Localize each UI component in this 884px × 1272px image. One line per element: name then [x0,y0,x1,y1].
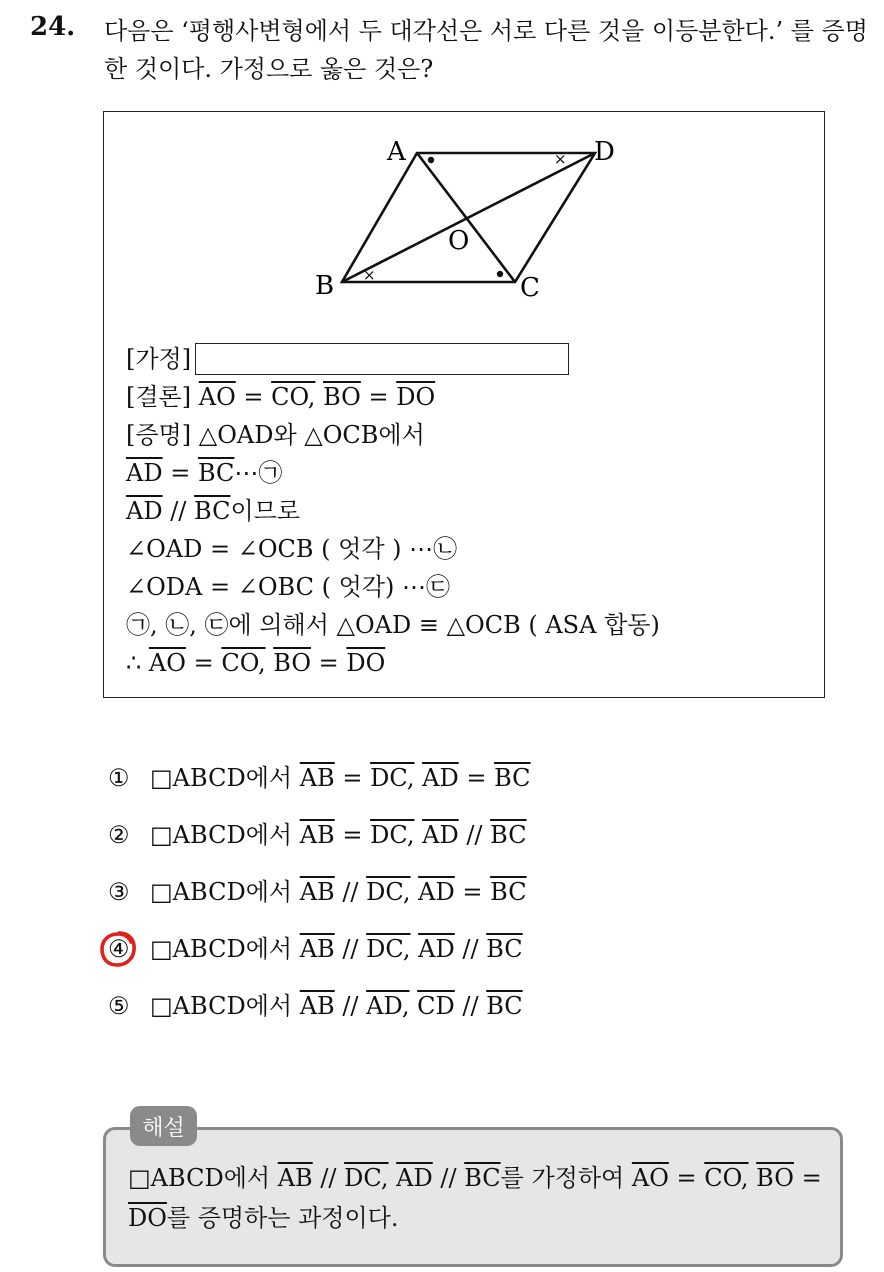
proof-label: [증명] [126,421,192,449]
operator: = [342,821,363,849]
vertex-label-d: D [594,137,615,167]
segment: DC, [370,764,415,792]
segment: $\overline{AO}$ [198,383,236,411]
segment: AD, [366,992,410,1020]
segment: $\overline{BC}$ [490,821,527,849]
segment: $\overline{BC}$ [494,764,531,792]
proof-therefore [126,644,660,682]
segment: $\overline{DO}$ [396,383,436,411]
choice-number: ③ [108,878,130,906]
segment: $\overline{AD}$ [418,878,455,906]
proof-step-3: ∠OAD = ∠OCB ( 엇각 ) ⋯㉡ [126,535,458,563]
conclusion-line [126,378,660,416]
segment: DC, [370,821,415,849]
angle-dot-c [497,271,503,277]
expl-suffix: 를 증명하는 과정이다. [166,1204,399,1232]
segment: $\overline{AO}$ [148,649,186,677]
segment: DC, [366,878,411,906]
operator: // [440,1164,457,1192]
segment: $\overline{AD}$ [126,459,163,487]
proof-intro-line [126,416,660,454]
segment: $\overline{AD}$ [418,935,455,963]
hypothesis-blank [195,343,569,375]
segment: $\overline{BO}$ [756,1164,794,1192]
choice-prefix: □ABCD에서 [150,878,293,906]
center-label-o: O [448,226,470,256]
angle-cross-b: × [363,266,376,284]
vertex-label-c: C [520,273,540,303]
choice-prefix: □ABCD에서 [150,821,293,849]
step-text: 이므로 [230,497,301,525]
segment: $\overline{AD}$ [422,821,459,849]
proof-step-2 [126,492,660,530]
vertex-label-a: A [387,137,406,167]
segment: $\overline{AD}$ [126,497,163,525]
answer-choices [108,750,531,1035]
hypothesis-line [126,340,660,378]
proof-step-1 [126,454,660,492]
choice-prefix: □ABCD에서 [150,935,293,963]
operator: // [342,935,359,963]
operator: = [676,1164,697,1192]
segment: $\overline{BC}$ [490,878,527,906]
segment: $\overline{AB}$ [277,1164,313,1192]
explanation-tag: 해설 [130,1106,197,1146]
therefore-symbol: ∴ [126,649,142,677]
choice-prefix: □ABCD에서 [150,992,293,1020]
choice-number: ④ [108,935,130,963]
segment: $\overline{AB}$ [299,821,335,849]
operator: = [368,383,389,411]
choice-5[interactable] [108,978,531,1035]
operator: // [342,878,359,906]
segment: $\overline{AB}$ [299,764,335,792]
segment: $\overline{AB}$ [299,878,335,906]
proof-step-5: ㉠, ㉡, ㉢에 의해서 △OAD ≡ △OCB ( ASA 합동) [126,611,660,639]
operator: // [462,992,479,1020]
choice-2[interactable] [108,807,531,864]
step-marker: ⋯㉠ [234,459,283,487]
operator: = [193,649,214,677]
segment: $\overline{AD}$ [422,764,459,792]
angle-cross-d: × [554,150,567,168]
conclusion-label: [결론] [126,383,192,411]
proof-box [103,111,825,698]
operator: = [462,878,483,906]
choice-number: ② [108,821,130,849]
angle-dot-a [428,157,434,163]
question-number: 24. [30,12,76,42]
segment: $\overline{BO}$ [323,383,361,411]
segment: $\overline{AD}$ [396,1164,433,1192]
segment: $\overline{DO}$ [346,649,386,677]
segment: $\overline{AO}$ [631,1164,669,1192]
operator: = [243,383,264,411]
operator: = [342,764,363,792]
operator: // [342,992,359,1020]
segment: $\overline{BC}$ [194,497,231,525]
choice-1[interactable] [108,750,531,807]
segment: $\overline{CD}$ [417,992,455,1020]
proof-intro: △OAD와 △OCB에서 [198,421,425,449]
expl-mid: 를 가정하여 [500,1164,625,1192]
vertex-label-b: B [315,271,335,301]
choice-3[interactable] [108,864,531,921]
operator: = [801,1164,822,1192]
proof-step-4: ∠ODA = ∠OBC ( 엇각) ⋯㉢ [126,573,450,601]
operator: = [466,764,487,792]
question-text: 다음은 ‘평행사변형에서 두 대각선은 서로 다른 것을 이등분한다.’ 를 증명한 것이다. 가정으로 옳은 것은? [104,17,868,83]
operator: = [170,459,191,487]
segment: $\overline{BC}$ [486,935,523,963]
segment: $\overline{AB}$ [299,992,335,1020]
segment: CO, [221,649,266,677]
choice-number: ① [108,764,130,792]
segment: CO, [704,1164,749,1192]
segment: $\overline{BC}$ [486,992,523,1020]
operator: // [170,497,187,525]
segment: $\overline{BO}$ [273,649,311,677]
segment: $\overline{AB}$ [299,935,335,963]
choice-4[interactable] [108,921,531,978]
segment: $\overline{BC}$ [197,459,235,487]
choice-prefix: □ABCD에서 [150,764,293,792]
segment: DC, [344,1164,389,1192]
explanation-text [128,1158,828,1238]
operator: // [320,1164,337,1192]
expl-prefix: □ABCD에서 [128,1164,271,1192]
parallelogram-figure [104,112,826,342]
operator: = [318,649,339,677]
segment: DC, [366,935,411,963]
operator: // [466,821,483,849]
explanation-box [103,1127,843,1267]
segment: $\overline{BC}$ [464,1164,501,1192]
segment: $\overline{DO}$ [128,1204,167,1232]
segment: CO, [271,383,316,411]
hypothesis-label: [가정] [126,345,192,373]
operator: // [462,935,479,963]
choice-number: ⑤ [108,992,130,1020]
